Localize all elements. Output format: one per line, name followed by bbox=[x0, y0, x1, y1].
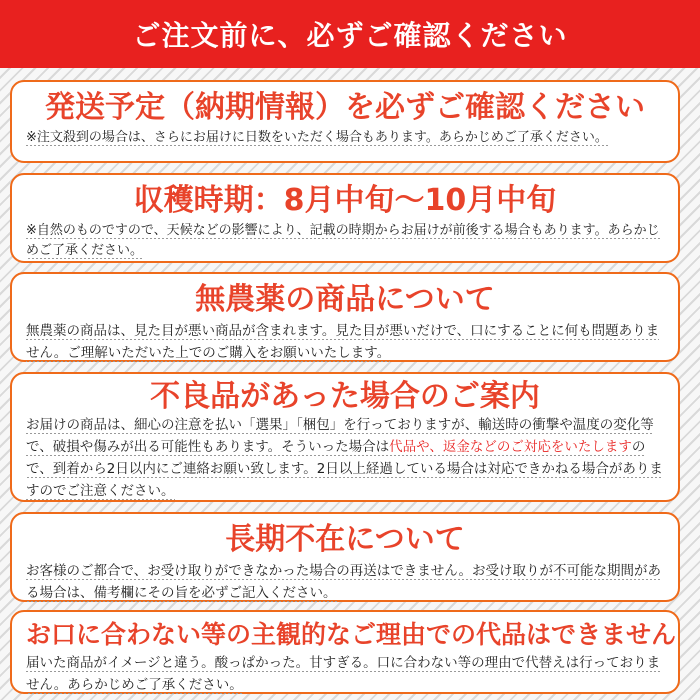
notice-body: 無農薬の商品は、見た目が悪い商品が含まれます。見た目が悪いだけで、口にすることに何も問題ありません。ご理解いただいた上でのご購入をお願いいたします。 bbox=[26, 323, 660, 361]
notice-subjective-reasons bbox=[10, 610, 680, 694]
notice-harvest-period bbox=[10, 173, 680, 263]
notice-title: 無農薬の商品について bbox=[195, 282, 495, 317]
notice-defective-items bbox=[10, 372, 680, 502]
notice-title: お口に合わない等の主観的なご理由での代品はできません bbox=[26, 620, 677, 649]
notice-title: 発送予定（納期情報）を必ずご確認ください bbox=[45, 90, 645, 125]
notice-title: 不良品があった場合のご案内 bbox=[150, 379, 540, 414]
page-title: ご注文前に、必ずご確認ください bbox=[132, 19, 568, 52]
notice-title: 長期不在について bbox=[225, 522, 465, 557]
notice-body: お客様のご都合で、お受け取りができなかった場合の再送はできません。お受け取りが不可能な期間がある場合は、備考欄にその旨を必ずご記入ください。 bbox=[26, 563, 662, 601]
notice-body: ※自然のものですので、天候などの影響により、記載の時期からお届けが前後する場合もあります。あらかじめご了承ください。 bbox=[26, 223, 660, 258]
notice-long-absence bbox=[10, 512, 680, 602]
notice-body: お届けの商品は、細心の注意を払い「選果」「梱包」を行っておりますが、輸送時の衝撃や温度の変化等で、破損や傷みが出る可能性もあります。そういった場合は代品や、返金などのご対応をいたしますので、到着から2日以内にご連絡お願い致します。2日以上経過している場合は対応できかねる場合がありますのでご注意ください。 bbox=[26, 417, 663, 499]
page-header bbox=[0, 0, 700, 68]
notice-delivery-schedule bbox=[10, 80, 680, 163]
notice-title: 収穫時期：8月中旬〜10月中旬 bbox=[133, 183, 557, 218]
notice-body: ※注文殺到の場合は、さらにお届けに日数をいただく場合もあります。あらかじめご了承ください。 bbox=[26, 130, 608, 145]
notice-highlight: 代品や、返金などのご対応をいたします bbox=[389, 439, 632, 455]
notice-pesticide-free bbox=[10, 272, 680, 362]
notice-body: 届いた商品がイメージと違う。酸っぱかった。甘すぎる。口に合わない等の理由で代替えは行っておりません。あらかじめご了承ください。 bbox=[26, 655, 661, 693]
